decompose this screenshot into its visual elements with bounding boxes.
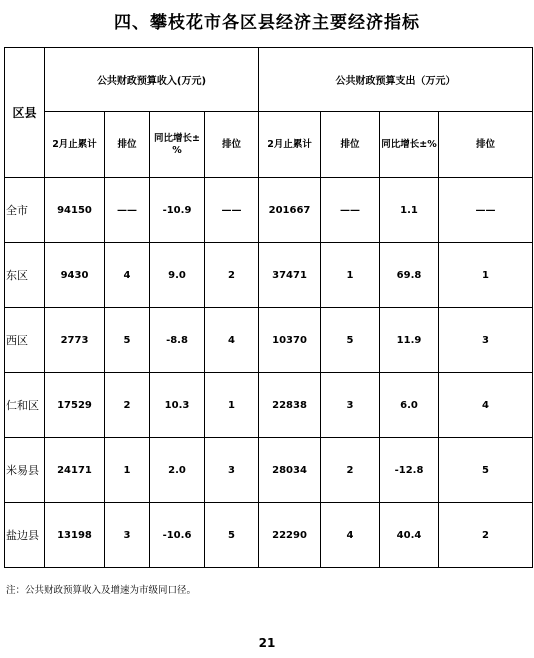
table-cell: 1 xyxy=(105,438,150,503)
table-cell: —— xyxy=(105,178,150,243)
table-cell: 3 xyxy=(321,373,380,438)
table-cell: 11.9 xyxy=(380,308,439,373)
table-cell: 2 xyxy=(205,243,259,308)
table-cell: —— xyxy=(439,178,533,243)
table-cell: 1 xyxy=(205,373,259,438)
table-cell: 3 xyxy=(205,438,259,503)
table-cell: 2 xyxy=(321,438,380,503)
page-number: 21 xyxy=(258,636,276,650)
header-cumulative-expenditure: 2月止累计 xyxy=(259,112,321,178)
table-cell: 5 xyxy=(321,308,380,373)
table-row xyxy=(5,243,533,308)
header-growth-expenditure: 同比增长±% xyxy=(380,112,439,178)
table-row xyxy=(5,438,533,503)
table-cell: 5 xyxy=(105,308,150,373)
header-cumulative-revenue: 2月止累计 xyxy=(45,112,105,178)
header-rank-expenditure: 排位 xyxy=(321,112,380,178)
table-cell: 2.0 xyxy=(150,438,205,503)
header-rank-revenue: 排位 xyxy=(105,112,150,178)
table-cell: 201667 xyxy=(259,178,321,243)
table-cell: 6.0 xyxy=(380,373,439,438)
header-growth-rank-expenditure: 排位 xyxy=(439,112,533,178)
table-cell: 2 xyxy=(105,373,150,438)
footnote: 注：公共财政预算收入及增速为市级同口径。 xyxy=(6,585,197,596)
district-name: 盐边县 xyxy=(5,503,45,568)
table-row xyxy=(5,178,533,243)
table-cell: 24171 xyxy=(45,438,105,503)
table-cell: -8.8 xyxy=(150,308,205,373)
table-row xyxy=(5,373,533,438)
table-cell: 4 xyxy=(439,373,533,438)
table-cell: 1 xyxy=(321,243,380,308)
table-cell: 2773 xyxy=(45,308,105,373)
table-cell: 37471 xyxy=(259,243,321,308)
table-cell: 69.8 xyxy=(380,243,439,308)
table-cell: 2 xyxy=(439,503,533,568)
table-cell: 13198 xyxy=(45,503,105,568)
page-title: 四、攀枝花市各区县经济主要经济指标 xyxy=(114,13,420,33)
economic-indicators-table xyxy=(4,47,533,568)
table-cell: 9430 xyxy=(45,243,105,308)
table-cell: —— xyxy=(205,178,259,243)
district-name: 全市 xyxy=(5,178,45,243)
table-cell: 4 xyxy=(105,243,150,308)
table-cell: 3 xyxy=(105,503,150,568)
table-cell: -10.9 xyxy=(150,178,205,243)
table-cell: 3 xyxy=(439,308,533,373)
header-district: 区县 xyxy=(5,48,45,178)
table-cell: 9.0 xyxy=(150,243,205,308)
table-cell: 5 xyxy=(439,438,533,503)
district-name: 西区 xyxy=(5,308,45,373)
district-name: 米易县 xyxy=(5,438,45,503)
table-cell: 5 xyxy=(205,503,259,568)
header-growth-rank-revenue: 排位 xyxy=(205,112,259,178)
table-cell: 4 xyxy=(321,503,380,568)
table-cell: -10.6 xyxy=(150,503,205,568)
table-cell: 40.4 xyxy=(380,503,439,568)
table-cell: 94150 xyxy=(45,178,105,243)
district-name: 东区 xyxy=(5,243,45,308)
table-cell: -12.8 xyxy=(380,438,439,503)
table-cell: 28034 xyxy=(259,438,321,503)
table-cell: 10370 xyxy=(259,308,321,373)
table-cell: 1 xyxy=(439,243,533,308)
header-revenue-group: 公共财政预算收入(万元) xyxy=(45,48,259,112)
header-expenditure-group: 公共财政预算支出（万元） xyxy=(259,48,533,112)
table-cell: 22290 xyxy=(259,503,321,568)
table-cell: 4 xyxy=(205,308,259,373)
district-name: 仁和区 xyxy=(5,373,45,438)
table-cell: 10.3 xyxy=(150,373,205,438)
header-growth-revenue: 同比增长±% xyxy=(150,112,205,178)
table-cell: 1.1 xyxy=(380,178,439,243)
table-row xyxy=(5,503,533,568)
table-cell: —— xyxy=(321,178,380,243)
table-cell: 17529 xyxy=(45,373,105,438)
table-row xyxy=(5,308,533,373)
table-cell: 22838 xyxy=(259,373,321,438)
